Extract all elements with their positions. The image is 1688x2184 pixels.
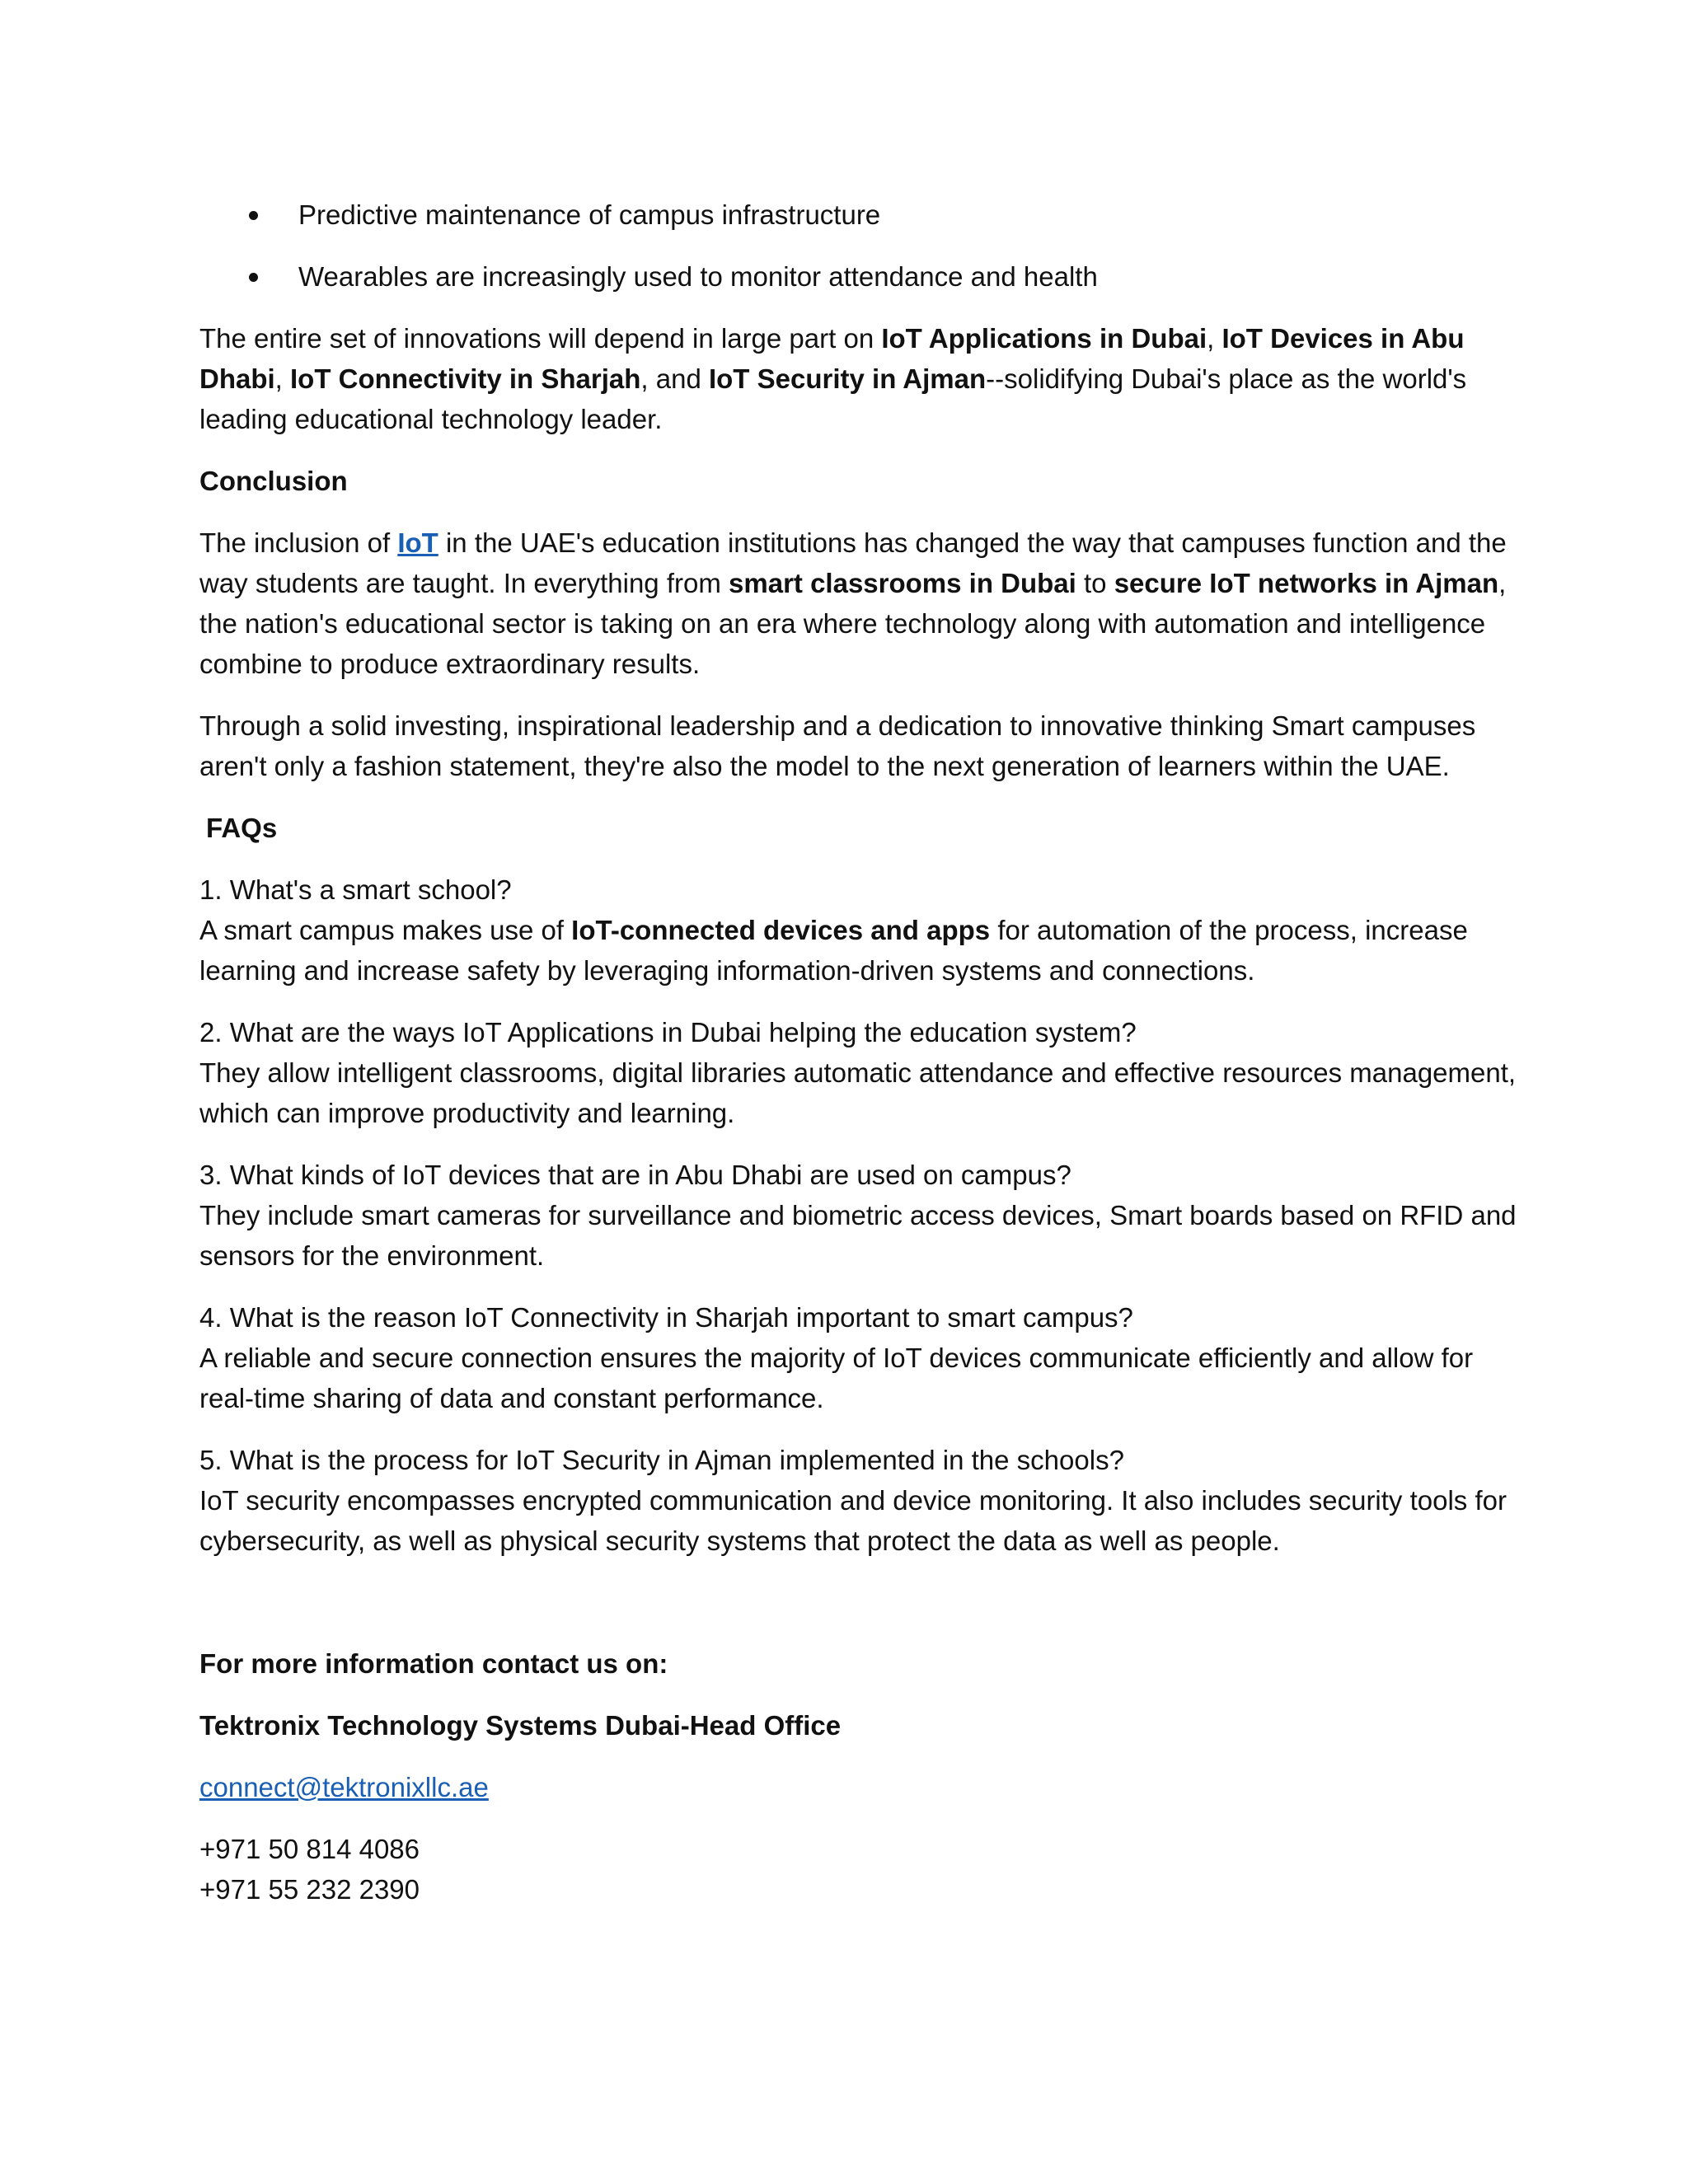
faq-question: 5. What is the process for IoT Security in Ajman implemented in the schools?	[199, 1445, 1124, 1475]
company-name-text: Tektronix Technology Systems Dubai-Head Office	[199, 1710, 842, 1741]
faq-answer: They allow intelligent classrooms, digital libraries automatic attendance and effective resources management, which can improve productivity and learning.	[199, 1057, 1517, 1128]
phone-number-2: +971 55 232 2390	[199, 1874, 420, 1905]
bullet-list	[199, 194, 1518, 297]
intro-text: ,	[274, 363, 291, 394]
conclusion-text: to	[1076, 568, 1114, 598]
bullet-text: Predictive maintenance of campus infrastructure	[298, 199, 881, 230]
list-item	[199, 256, 1518, 297]
intro-paragraph	[199, 318, 1518, 439]
intro-bold: IoT Connectivity in Sharjah	[290, 363, 641, 394]
company-name	[199, 1705, 1518, 1746]
bullet-text: Wearables are increasingly used to monitor attendance and health	[298, 261, 1098, 292]
intro-text: ,	[1207, 323, 1222, 354]
intro-text: --solidifying Dubai's place as the world's leading educational technology leader.	[199, 363, 1467, 434]
faq-item-2	[199, 1012, 1518, 1133]
faq-question: 1. What's a smart school?	[199, 874, 512, 905]
intro-text: The entire set of innovations will depend in large part on	[199, 323, 882, 354]
faq-answer: A reliable and secure connection ensures the majority of IoT devices communicate efficiently and allow for real-time sharing of data and constant performance.	[199, 1343, 1474, 1413]
faq-item-4	[199, 1297, 1518, 1418]
faqs-heading	[199, 808, 1518, 848]
faq-answer-bold: IoT-connected devices and apps	[571, 915, 991, 945]
intro-bold: IoT Applications in Dubai	[881, 323, 1207, 354]
faq-item-1	[199, 869, 1518, 991]
conclusion-bold: secure IoT networks in Ajman	[1114, 568, 1499, 598]
faq-answer: They include smart cameras for surveillance and biometric access devices, Smart boards based on RFID and sensors for the environment.	[199, 1200, 1517, 1271]
conclusion-heading-text: Conclusion	[199, 466, 348, 496]
faqs-heading-text: FAQs	[206, 813, 278, 843]
conclusion-heading	[199, 461, 1518, 501]
conclusion-bold: smart classrooms in Dubai	[729, 568, 1076, 598]
conclusion-paragraph-2: Through a solid investing, inspirational leadership and a dedication to innovative thinking Smart campuses aren't only a fashion statement, they're also the model to the next generation of learners within the UAE.	[199, 710, 1476, 781]
document-page	[199, 194, 1518, 1910]
faq-question: 4. What is the reason IoT Connectivity in Sharjah important to smart campus?	[199, 1302, 1133, 1333]
intro-bold: IoT Security in Ajman	[708, 363, 987, 394]
bullet-icon	[249, 211, 258, 220]
email-line	[199, 1767, 1518, 1807]
faq-answer: for automation of the process, increase learning and increase safety by leveraging information-driven systems and connections.	[199, 915, 1468, 986]
contact-heading-text: For more information contact us on:	[199, 1648, 668, 1679]
faq-item-3	[199, 1155, 1518, 1276]
conclusion-text: The inclusion of	[199, 527, 398, 558]
faq-question: 2. What are the ways IoT Applications in Dubai helping the education system?	[199, 1017, 1137, 1047]
intro-bold: IoT Devices in Abu Dhabi	[199, 323, 1465, 394]
phone-block	[199, 1829, 1518, 1910]
faq-answer: A smart campus makes use of	[199, 915, 572, 945]
faq-question: 3. What kinds of IoT devices that are in Abu Dhabi are used on campus?	[199, 1160, 1071, 1190]
bullet-icon	[249, 273, 258, 282]
conclusion-paragraph-1	[199, 523, 1518, 684]
email-link[interactable]: connect@tektronixllc.ae	[199, 1772, 489, 1802]
faq-item-5	[199, 1440, 1518, 1561]
intro-text: , and	[640, 363, 709, 394]
conclusion-text: in the UAE's education institutions has changed the way that campuses function and the way students are taught. In everything from	[199, 527, 1507, 598]
list-item	[199, 194, 1518, 235]
faq-answer: IoT security encompasses encrypted communication and device monitoring. It also includes security tools for cybersecurity, as well as physical security systems that protect the data as well as people.	[199, 1485, 1507, 1556]
conclusion-text: , the nation's educational sector is taking on an era where technology along with automation and intelligence combine to produce extraordinary results.	[199, 568, 1507, 679]
phone-number-1: +971 50 814 4086	[199, 1834, 420, 1864]
contact-heading	[199, 1643, 1518, 1684]
iot-link[interactable]: IoT	[397, 527, 438, 558]
